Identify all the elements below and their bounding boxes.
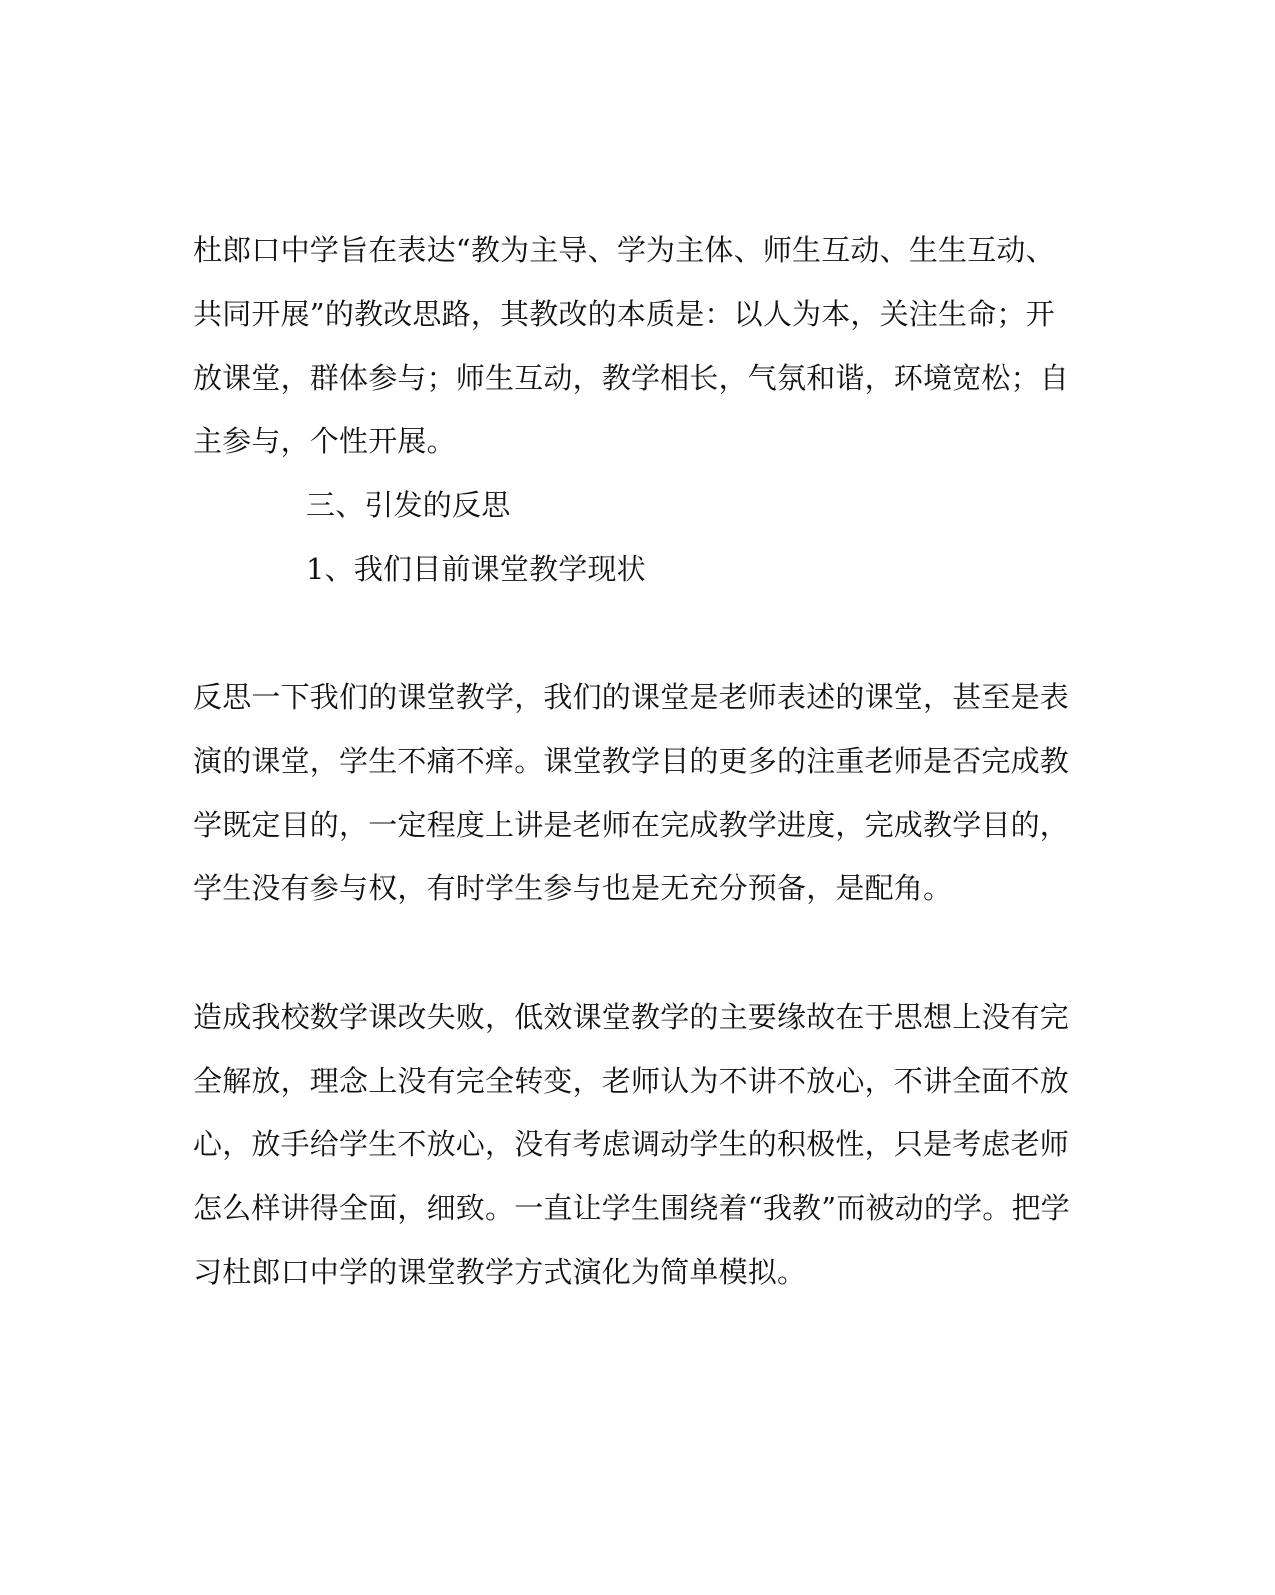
text-line: 反思一下我们的课堂教学，我们的课堂是老师表述的课堂，甚至是表 bbox=[193, 680, 1070, 714]
text-line: 心，放手给学生不放心，没有考虑调动学生的积极性，只是考虑老师 bbox=[193, 1127, 1070, 1161]
text-line: 造成我校数学课改失败，低效课堂教学的主要缘故在于思想上没有完 bbox=[193, 1000, 1070, 1034]
section-heading: 三、引发的反思 bbox=[306, 488, 511, 522]
text-line: 演的课堂，学生不痛不痒。课堂教学目的更多的注重老师是否完成教 bbox=[193, 744, 1070, 778]
subsection-heading: 1、我们目前课堂教学现状 bbox=[306, 552, 646, 586]
text-line: 杜郎口中学旨在表达“教为主导、学为主体、师生互动、生生互动、 bbox=[193, 233, 1055, 267]
text-line: 怎么样讲得全面，细致。一直让学生围绕着“我教”而被动的学。把学 bbox=[193, 1191, 1070, 1225]
text-line: 全解放，理念上没有完全转变，老师认为不讲不放心，不讲全面不放 bbox=[193, 1064, 1070, 1098]
text-line: 学既定目的，一定程度上讲是老师在完成教学进度，完成教学目的， bbox=[193, 808, 1070, 842]
text-line: 主参与，个性开展。 bbox=[193, 424, 456, 458]
text-line: 共同开展”的教改思路，其教改的本质是：以人为本，关注生命；开 bbox=[193, 297, 1055, 331]
text-line: 放课堂，群体参与；师生互动，教学相长，气氛和谐，环境宽松；自 bbox=[193, 361, 1070, 395]
text-line: 学生没有参与权，有时学生参与也是无充分预备，是配角。 bbox=[193, 871, 953, 905]
text-line: 习杜郎口中学的课堂教学方式演化为简单模拟。 bbox=[193, 1255, 807, 1289]
